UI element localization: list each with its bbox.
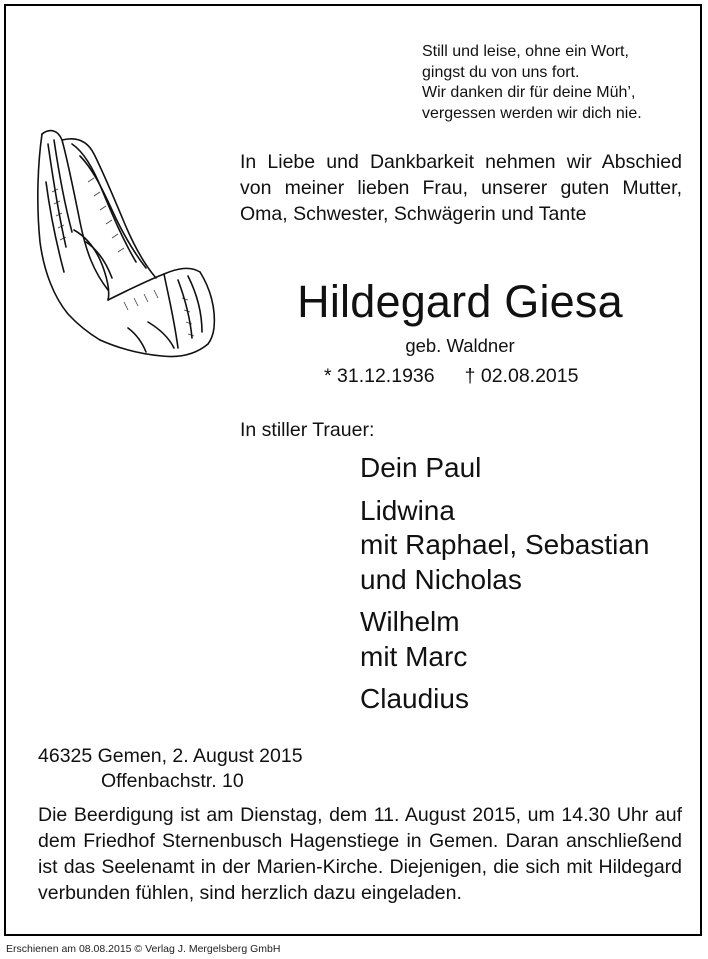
poem-line: gingst du von uns fort. xyxy=(422,63,580,81)
deceased-name: Hildegard Giesa xyxy=(297,276,623,327)
mourners-list xyxy=(360,451,650,725)
birth-name: geb. Waldner xyxy=(405,335,515,356)
mourner-line: und Nicholas xyxy=(360,563,522,595)
life-dates xyxy=(324,364,578,388)
publication-footer: Erschienen am 08.08.2015 © Verlag J. Mergelsberg GmbH xyxy=(6,943,281,955)
birth-date: * 31.12.1936 xyxy=(324,365,435,387)
poem-line: Wir danken dir für deine Müh’, xyxy=(422,84,636,101)
poem xyxy=(422,42,642,124)
mourner-line: Claudius xyxy=(360,683,469,714)
mourner-line: mit Raphael, Sebastian xyxy=(360,529,650,560)
funeral-info: Die Beerdigung ist am Dienstag, dem 11. August 2015, um 14.30 Uhr auf dem Friedhof Sternenbusch Hagenstiege in Gemen. Daran anschließend ist das Seelenamt in der Marien-Kirche. Diejenigen, die sich mit Hildegard verbunden fühlen, sind herzlich dazu eingeladen. xyxy=(38,804,682,904)
obituary-frame xyxy=(4,4,702,936)
poem-line: vergessen werden wir dich nie. xyxy=(422,104,642,122)
mourner-line: Lidwina xyxy=(360,494,455,526)
mourner-group xyxy=(360,451,650,486)
mourner-line: mit Marc xyxy=(360,640,468,672)
mourner-line: Wilhelm xyxy=(360,606,460,637)
mourner-group xyxy=(360,682,650,717)
intro-text: In Liebe und Dankbarkeit nehmen wir Abschied von meiner lieben Frau, unserer guten Mutter, Oma, Schwester, Schwägerin und Tante xyxy=(240,151,682,225)
death-date: † 02.08.2015 xyxy=(464,365,579,387)
poem-line: Still und leise, ohne ein Wort, xyxy=(422,43,629,60)
mourner-group xyxy=(360,605,650,674)
place-date: 46325 Gemen, 2. August 2015 xyxy=(38,745,303,767)
mourning-label: In stiller Trauer: xyxy=(240,419,375,441)
street-address: Offenbachstr. 10 xyxy=(101,770,244,792)
mourner-line: Dein Paul xyxy=(360,452,482,483)
mourner-group xyxy=(360,494,650,598)
